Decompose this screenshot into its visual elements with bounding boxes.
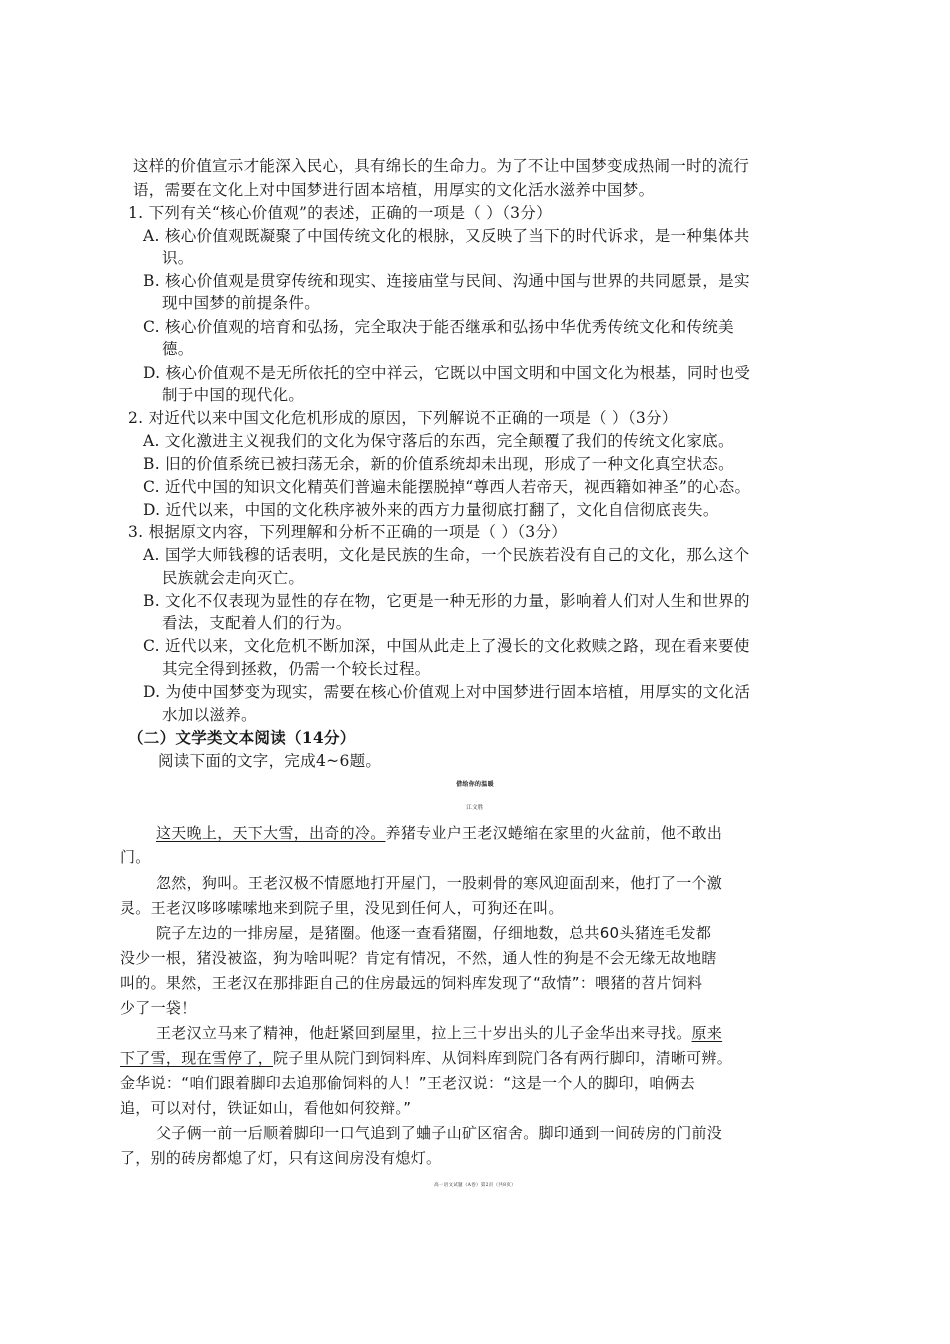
q1-option-c: C. 核心价值观的培育和弘扬，完全取决于能否继承和弘扬中华优秀传统文化和传统美 xyxy=(143,318,734,336)
intro-line-2: 语，需要在文化上对中国梦进行固本培植，用厚实的文化活水滋养中国梦。 xyxy=(133,181,655,199)
story-author: 江文胜 xyxy=(466,805,484,811)
story-line: 没少一根，猪没被盗，狗为啥叫呢？肯定有情况，不然，通人性的狗是不会无缘无故地瞎 xyxy=(120,949,717,967)
story-line: 金华说：“咱们跟着脚印去追那偷饲料的人！”王老汉说：“这是一个人的脚印，咱俩去 xyxy=(120,1074,696,1092)
question-1-stem: 1. 下列有关“核心价值观”的表述，正确的一项是（ ）（3分） xyxy=(128,204,552,222)
q1-option-a: A. 核心价值观既凝聚了中国传统文化的根脉，又反映了当下的时代诉求，是一种集体共 xyxy=(143,227,750,245)
q1-option-a-cont: 识。 xyxy=(162,249,194,267)
q1-option-b-cont: 现中国梦的前提条件。 xyxy=(162,294,321,312)
story-line: 少了一袋！ xyxy=(120,999,197,1017)
q1-option-b: B. 核心价值观是贯穿传统和现实、连接庙堂与民间、沟通中国与世界的共同愿景，是实 xyxy=(143,272,750,290)
q3-option-c-cont: 其完全得到拯救，仍需一个较长过程。 xyxy=(162,660,431,678)
story-line: 院子左边的一排房屋，是猪圈。他逐一查看猪圈，仔细地数，总共60头猪连毛发都 xyxy=(156,924,712,942)
underlined-phrase: 这天晚上，天下大雪，出奇的冷。 xyxy=(156,824,386,842)
section-2-heading: （二）文学类文本阅读（14分） xyxy=(128,728,356,747)
q3-option-d-cont: 水加以滋养。 xyxy=(162,706,257,724)
q3-option-b: B. 文化不仅表现为显性的存在物，它更是一种无形的力量，影响着人们对人生和世界的 xyxy=(143,592,750,610)
q3-option-c: C. 近代以来，文化危机不断加深，中国从此走上了漫长的文化救赎之路，现在看来要使 xyxy=(143,637,750,655)
q2-option-d: D. 近代以来，中国的文化秩序被外来的西方力量彻底打翻了，文化自信彻底丧失。 xyxy=(143,501,719,519)
q2-option-b: B. 旧的价值系统已被扫荡无余，新的价值系统却未出现，形成了一种文化真空状态。 xyxy=(143,455,734,473)
q2-option-c: C. 近代中国的知识文化精英们普遍未能摆脱掉“尊西人若帝天，视西籍如神圣”的心态。 xyxy=(143,478,751,496)
story-line: 这天晚上，天下大雪，出奇的冷。养猪专业户王老汉蜷缩在家里的火盆前，他不敢出 xyxy=(156,824,723,842)
q3-option-b-cont: 看法，支配着人们的行为。 xyxy=(162,614,352,632)
story-line: 门。 xyxy=(120,848,151,866)
q2-option-a: A. 文化激进主义视我们的文化为保守落后的东西，完全颠覆了我们的传统文化家底。 xyxy=(143,432,734,450)
q3-option-d: D. 为使中国梦变为现实，需要在核心价值观上对中国梦进行固本培植，用厚实的文化活 xyxy=(143,683,751,701)
underlined-phrase: 原来 xyxy=(691,1024,723,1042)
underlined-phrase: 下了雪，现在雪停了， xyxy=(120,1049,274,1067)
story-line: 王老汉立马来了精神，他赶紧回到屋里，拉上三十岁出头的儿子金华出来寻找。原来 xyxy=(156,1024,723,1042)
page-footer: 高一语文试题（A卷）第2页（共8页） xyxy=(434,1183,516,1188)
story-line: 父子俩一前一后顺着脚印一口气追到了蛐子山矿区宿舍。脚印通到一间砖房的门前没 xyxy=(156,1124,723,1142)
story-line: 灵。王老汉哆哆嗦嗦地来到院子里，没见到任何人，可狗还在叫。 xyxy=(120,899,564,917)
question-2-stem: 2. 对近代以来中国文化危机形成的原因，下列解说不正确的一项是（ ）（3分） xyxy=(128,409,678,427)
story-line: 追，可以对付，铁证如山，看他如何狡辩。” xyxy=(120,1099,412,1117)
q3-option-a: A. 国学大师钱穆的话表明，文化是民族的生命，一个民族若没有自己的文化，那么这个 xyxy=(143,546,750,564)
q3-option-a-cont: 民族就会走向灭亡。 xyxy=(162,569,305,587)
q1-option-d-cont: 制于中国的现代化。 xyxy=(162,386,305,404)
question-3-stem: 3. 根据原文内容，下列理解和分析不正确的一项是（ ）（3分） xyxy=(128,523,568,541)
section-2-instruction: 阅读下面的文字，完成4~6题。 xyxy=(158,752,382,770)
q1-option-c-cont: 德。 xyxy=(162,340,194,358)
q1-option-d: D. 核心价值观不是无所依托的空中祥云，它既以中国文明和中国文化为根基，同时也受 xyxy=(143,364,751,382)
story-line: 了，别的砖房都熄了灯，只有这间房没有熄灯。 xyxy=(120,1149,442,1167)
story-title: 借给你的温暖 xyxy=(456,781,494,788)
story-line: 忽然，狗叫。王老汉极不情愿地打开屋门，一股刺骨的寒风迎面刮来，他打了一个激 xyxy=(156,874,723,892)
intro-line-1: 这样的价值宣示才能深入民心，具有绵长的生命力。为了不让中国梦变成热闹一时的流行 xyxy=(133,157,750,175)
story-line: 下了雪，现在雪停了，院子里从院门到饲料库、从饲料库到院门各有两行脚印，清晰可辨。 xyxy=(120,1049,733,1067)
story-line: 叫的。果然，王老汉在那排距自己的住房最远的饲料库发现了“敌情”：喂猪的苕片饲料 xyxy=(120,974,703,992)
